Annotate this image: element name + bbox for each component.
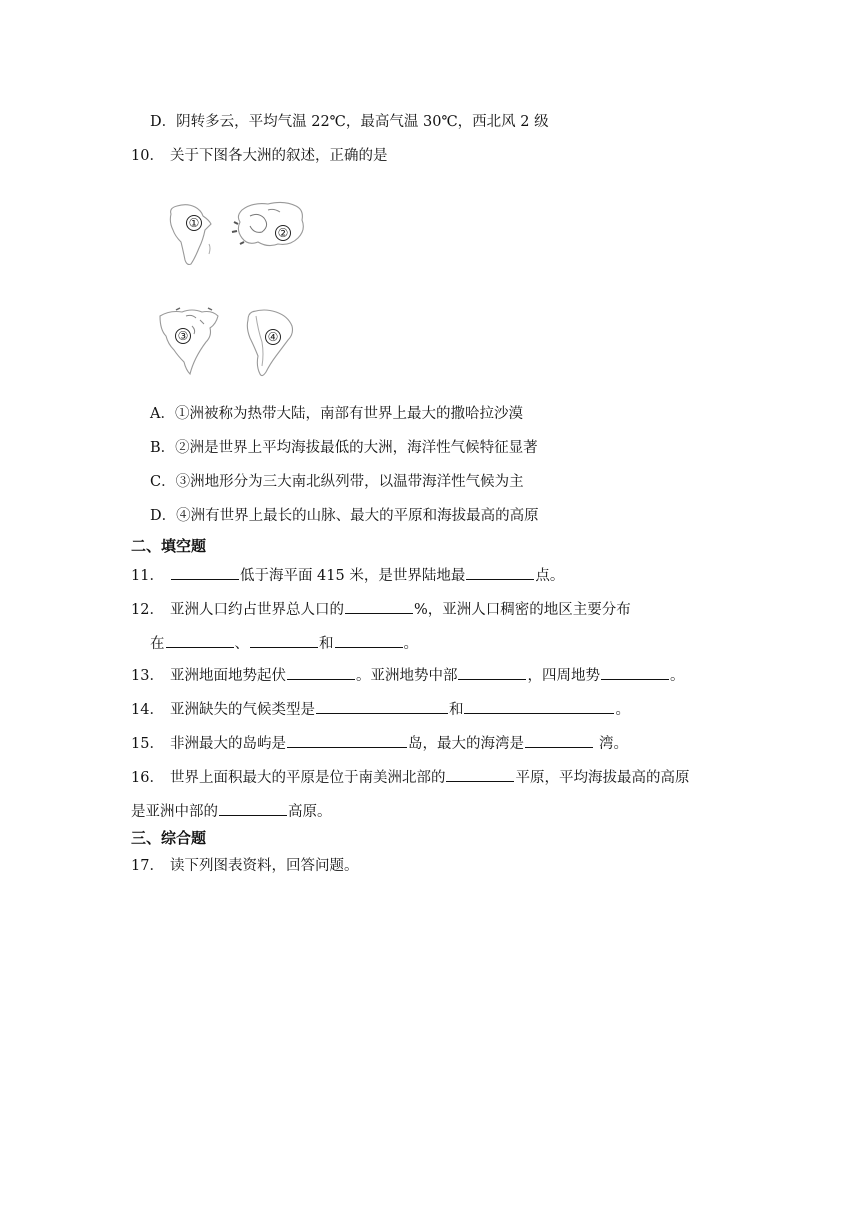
answer-blank[interactable] (166, 632, 234, 648)
q16-continued (131, 800, 332, 822)
question-text: 。 (669, 668, 685, 684)
question-text: 亚洲缺失的气候类型是 (169, 702, 315, 718)
question-text: 在 (150, 636, 165, 652)
option-text: ③洲地形分为三大南北纵列带，以温带海洋性气候为主 (175, 474, 524, 490)
map-africa (165, 200, 217, 270)
option-text: ②洲是世界上平均海拔最低的大洲，海洋性气候特征显著 (175, 440, 538, 456)
question-number: 16． (131, 770, 164, 786)
map-south-america (240, 306, 298, 384)
answer-blank[interactable] (250, 632, 318, 648)
question-text: ，四周地势 (527, 668, 600, 684)
question-number: 14． (131, 702, 164, 718)
q16 (131, 766, 689, 788)
q10-option-d (150, 506, 539, 526)
q12-continued (150, 632, 418, 654)
q13 (131, 664, 684, 686)
question-text: 高原。 (288, 804, 332, 820)
section-heading-comprehensive: 三、综合题 (131, 829, 207, 847)
question-text: 非洲最大的岛屿是 (169, 736, 286, 752)
question-text: 低于海平面 415 米，是世界陆地最 (239, 568, 466, 584)
map-north-america (156, 306, 222, 380)
answer-blank[interactable] (345, 598, 413, 614)
q10-stem (131, 146, 387, 166)
map-marker-1: ① (188, 216, 200, 230)
question-text: 。 (615, 702, 630, 718)
question-number: 11． (131, 568, 164, 584)
question-text: 和 (448, 702, 464, 718)
option-letter: A． (150, 406, 175, 422)
answer-blank[interactable] (458, 664, 526, 680)
q11 (131, 564, 564, 586)
section-heading-fill-in: 二、填空题 (131, 537, 207, 555)
map-europe (228, 198, 310, 256)
question-text: 是亚洲中部的 (131, 804, 218, 820)
question-number: 12． (131, 602, 164, 618)
option-text: ④洲有世界上最长的山脉、最大的平原和海拔最高的高原 (176, 508, 539, 524)
question-text: %，亚洲人口稠密的地区主要分布 (413, 602, 631, 618)
map-marker-3: ③ (177, 329, 189, 343)
answer-blank[interactable] (287, 732, 407, 748)
question-text: 、 (234, 636, 249, 652)
answer-blank[interactable] (464, 698, 614, 714)
q14 (131, 698, 630, 720)
option-letter: B． (150, 440, 176, 456)
q9-option-d: D．阴转多云，平均气温 22℃，最高气温 30℃，西北风 2 级 (150, 114, 549, 130)
question-number: 17． (131, 858, 164, 874)
question-text: 关于下图各大洲的叙述，正确的是 (169, 148, 388, 164)
question-number: 10． (131, 148, 164, 164)
question-text: 亚洲地面地势起伏 (169, 668, 286, 684)
q15 (131, 732, 628, 754)
question-text: 湾。 (598, 736, 628, 752)
question-text: 点。 (535, 568, 565, 584)
answer-blank[interactable] (219, 800, 287, 816)
map-marker-4: ④ (267, 330, 279, 344)
question-number: 15． (131, 736, 164, 752)
q10-option-b (150, 438, 538, 458)
answer-blank[interactable] (287, 664, 355, 680)
question-text: 岛，最大的海湾是 (407, 736, 524, 752)
option-letter: D． (150, 508, 177, 524)
option-letter: C． (150, 474, 176, 490)
question-text: 世界上面积最大的平原是位于南美洲北部的 (169, 770, 446, 786)
q10-option-c (150, 472, 524, 492)
q10-option-a (150, 404, 523, 424)
question-text: 读下列图表资料，回答问题。 (169, 858, 359, 874)
question-text: 。 (403, 636, 418, 652)
option-text: ①洲被称为热带大陆，南部有世界上最大的撒哈拉沙漠 (174, 406, 523, 422)
question-number: 13． (131, 668, 164, 684)
question-text: 。亚洲地势中部 (355, 668, 458, 684)
answer-blank[interactable] (446, 766, 514, 782)
q12 (131, 598, 631, 620)
answer-blank[interactable] (525, 732, 593, 748)
answer-blank[interactable] (171, 564, 239, 580)
question-text: 和 (319, 636, 334, 652)
answer-blank[interactable] (316, 698, 448, 714)
question-text: 亚洲人口约占世界总人口的 (169, 602, 344, 618)
question-text: 平原，平均海拔最高的高原 (515, 770, 690, 786)
q17 (131, 856, 358, 876)
answer-blank[interactable] (335, 632, 403, 648)
answer-blank[interactable] (466, 564, 534, 580)
map-marker-2: ② (277, 226, 289, 240)
answer-blank[interactable] (601, 664, 669, 680)
